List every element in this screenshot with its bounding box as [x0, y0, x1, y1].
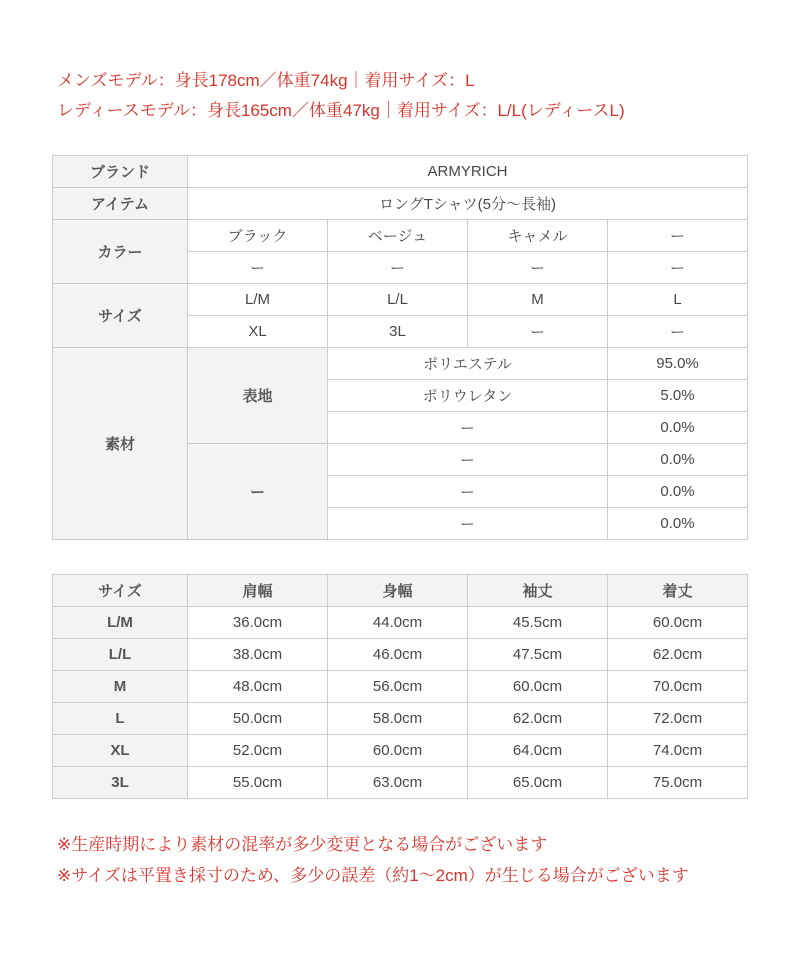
measurement-cell: 74.0cm: [608, 735, 748, 767]
measurement-cell: 55.0cm: [188, 767, 328, 799]
brand-value-cell: ARMYRICH: [188, 156, 748, 188]
measurement-cell: 48.0cm: [188, 671, 328, 703]
size-cell: L/M: [188, 284, 328, 316]
measurement-cell: 70.0cm: [608, 671, 748, 703]
material-name-cell: ポリウレタン: [328, 380, 608, 412]
color-cell: ベージュ: [328, 220, 468, 252]
measurement-cell: 38.0cm: [188, 639, 328, 671]
measurement-cell: 58.0cm: [328, 703, 468, 735]
color-cell: キャメル: [468, 220, 608, 252]
row-size-label: 3L: [53, 767, 188, 799]
material-group-label-cell: 表地: [188, 348, 328, 444]
measurement-cell: 65.0cm: [468, 767, 608, 799]
material-pct-cell: 0.0%: [608, 444, 748, 476]
color-cell: ー: [608, 252, 748, 284]
material-name-cell: ー: [328, 444, 608, 476]
table-row: [53, 156, 748, 188]
size-cell: 3L: [328, 316, 468, 348]
color-cell: ー: [468, 252, 608, 284]
table-row: [53, 220, 748, 252]
color-label-cell: カラー: [53, 220, 188, 284]
table-row: [53, 607, 748, 639]
size-cell: L: [608, 284, 748, 316]
size-table-header-row: [53, 575, 748, 607]
measurement-cell: 56.0cm: [328, 671, 468, 703]
table-row: [53, 767, 748, 799]
column-header: サイズ: [53, 575, 188, 607]
measurement-cell: 45.5cm: [468, 607, 608, 639]
column-header: 肩幅: [188, 575, 328, 607]
model-info-ladies: レディースモデル：身長165cm／体重47kg｜着用サイズ：L/L(レディースL): [57, 101, 625, 120]
color-cell: ー: [608, 220, 748, 252]
row-size-label: L/L: [53, 639, 188, 671]
material-name-cell: ー: [328, 476, 608, 508]
column-header: 袖丈: [468, 575, 608, 607]
size-cell: XL: [188, 316, 328, 348]
disclaimer-notes: [57, 829, 800, 891]
material-name-cell: ー: [328, 508, 608, 540]
column-header: 着丈: [608, 575, 748, 607]
material-pct-cell: 5.0%: [608, 380, 748, 412]
material-group-label-cell: ー: [188, 444, 328, 540]
measurement-cell: 44.0cm: [328, 607, 468, 639]
material-pct-cell: 0.0%: [608, 412, 748, 444]
measurement-cell: 75.0cm: [608, 767, 748, 799]
material-name-cell: ポリエステル: [328, 348, 608, 380]
item-value-cell: ロングTシャツ(5分～長袖): [188, 188, 748, 220]
color-cell: ー: [188, 252, 328, 284]
material-name-cell: ー: [328, 412, 608, 444]
row-size-label: M: [53, 671, 188, 703]
measurement-cell: 60.0cm: [608, 607, 748, 639]
size-cell: ー: [468, 316, 608, 348]
measurement-cell: 36.0cm: [188, 607, 328, 639]
model-info-mens: メンズモデル：身長178cm／体重74kg｜着用サイズ：L: [57, 71, 475, 90]
measurement-cell: 63.0cm: [328, 767, 468, 799]
row-size-label: L/M: [53, 607, 188, 639]
row-size-label: L: [53, 703, 188, 735]
table-row: [53, 671, 748, 703]
measurement-cell: 46.0cm: [328, 639, 468, 671]
material-pct-cell: 95.0%: [608, 348, 748, 380]
material-label-cell: 素材: [53, 348, 188, 540]
measurement-cell: 72.0cm: [608, 703, 748, 735]
brand-label-cell: ブランド: [53, 156, 188, 188]
size-cell: ー: [608, 316, 748, 348]
measurement-cell: 52.0cm: [188, 735, 328, 767]
measurement-cell: 62.0cm: [608, 639, 748, 671]
measurement-cell: 62.0cm: [468, 703, 608, 735]
table-row: [53, 348, 748, 380]
table-row: [53, 284, 748, 316]
model-info: [57, 66, 800, 126]
note-size-tolerance: ※サイズは平置き採寸のため、多少の誤差（約1～2cm）が生じる場合がございます: [57, 866, 689, 885]
measurement-cell: 64.0cm: [468, 735, 608, 767]
material-pct-cell: 0.0%: [608, 476, 748, 508]
table-row: [53, 735, 748, 767]
product-info-table: [52, 155, 748, 540]
item-label-cell: アイテム: [53, 188, 188, 220]
size-measurement-table: [52, 574, 748, 799]
column-header: 身幅: [328, 575, 468, 607]
measurement-cell: 50.0cm: [188, 703, 328, 735]
measurement-cell: 60.0cm: [468, 671, 608, 703]
table-row: [53, 703, 748, 735]
measurement-cell: 60.0cm: [328, 735, 468, 767]
color-cell: ブラック: [188, 220, 328, 252]
material-pct-cell: 0.0%: [608, 508, 748, 540]
color-cell: ー: [328, 252, 468, 284]
table-row: [53, 188, 748, 220]
table-row: [53, 639, 748, 671]
note-material-change: ※生産時期により素材の混率が多少変更となる場合がございます: [57, 835, 548, 854]
measurement-cell: 47.5cm: [468, 639, 608, 671]
size-label-cell: サイズ: [53, 284, 188, 348]
size-cell: M: [468, 284, 608, 316]
size-cell: L/L: [328, 284, 468, 316]
row-size-label: XL: [53, 735, 188, 767]
